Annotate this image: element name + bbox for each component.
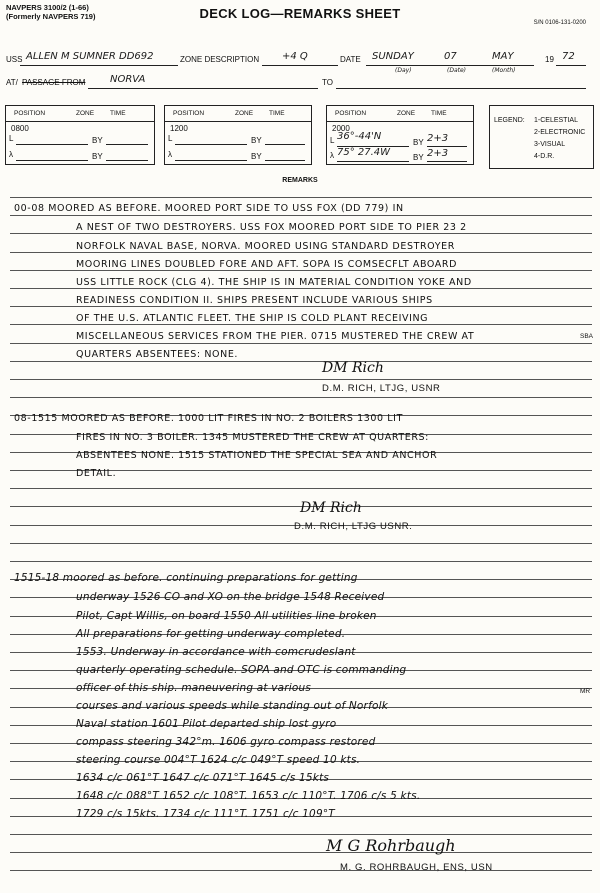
to-label: TO: [322, 78, 333, 87]
longitude-value: 75° 27.4W: [337, 147, 391, 158]
uss-label: USS: [6, 55, 23, 64]
latitude-fix-method: 2+3: [427, 133, 449, 144]
ruled-line: [10, 561, 592, 562]
entry-line: USS LITTLE ROCK (CLG 4). THE SHIP IS IN MATERIAL CONDITION YOKE AND: [76, 277, 472, 288]
signature-1: DM Rich: [322, 360, 384, 376]
entry-line: ABSENTEES NONE. 1515 STATIONED THE SPECIAL SEA AND ANCHOR: [76, 450, 438, 461]
entry-line: 1648 c/c 088°T 1652 c/c 108°T. 1653 c/c 110°T. 1706 c/s 5 kts.: [76, 790, 421, 802]
ship-name: ALLEN M SUMNER DD692: [26, 51, 154, 62]
entry-line: compass steering 342°m. 1606 gyro compass restored: [76, 736, 376, 748]
zone-description-label: ZONE DESCRIPTION: [180, 55, 260, 64]
entry-line: 1515-18 moored as before. continuing preparations for getting: [14, 572, 358, 584]
time-label: TIME: [269, 110, 285, 117]
month-value: MAY: [492, 51, 514, 62]
year-value: 72: [562, 51, 575, 62]
time-value: 0800: [11, 124, 29, 133]
zone-label: ZONE: [76, 110, 95, 117]
entry-line: MOORING LINES DOUBLED FORE AND AFT. SOPA IS COMSECFLT ABOARD: [76, 259, 458, 270]
date-value: 07: [444, 51, 457, 62]
day-caption: (Day): [395, 67, 412, 74]
entry-line: All preparations for getting underway completed.: [76, 628, 346, 640]
signer-name-1: D.M. RICH, LTJG, USNR: [322, 383, 441, 394]
ruled-line: [10, 397, 592, 398]
date-label: DATE: [340, 55, 361, 64]
entry-line: officer of this ship. maneuvering at various: [76, 682, 312, 694]
zone-label: ZONE: [235, 110, 254, 117]
ruled-line: [10, 834, 592, 835]
signer-name-2: D.M. RICH, LTJG USNR.: [294, 521, 413, 532]
legend-title: LEGEND:: [494, 117, 525, 124]
at-label: AT/: [6, 78, 18, 87]
entry-line: steering course 004°T 1624 c/c 049°T speed 10 kts.: [76, 754, 361, 766]
signature-2: DM Rich: [300, 500, 362, 516]
position-box-2000: POSITION ZONE TIME 2000 L 36°-44'N BY 2+3 λ 75° 27.4W BY 2+3: [326, 105, 474, 165]
entry-line: QUARTERS ABSENTEES: NONE.: [76, 349, 239, 360]
ruled-line: [10, 543, 592, 544]
ruled-line: [10, 233, 592, 234]
margin-initials: SBA: [580, 333, 594, 340]
entry-line: underway 1526 CO and XO on the bridge 1548 Received: [76, 591, 385, 603]
entry-line: 1729 c/s 15kts. 1734 c/c 111°T. 1751 c/c 109°T: [76, 808, 335, 820]
legend-item: 4-D.R.: [534, 153, 555, 160]
margin-initials: MR: [580, 688, 591, 695]
entry-line: MISCELLANEOUS SERVICES FROM THE PIER. 0715 MUSTERED THE CREW AT: [76, 331, 475, 342]
ruled-line: [10, 324, 592, 325]
entry-line: Naval station 1601 Pilot departed ship lost gyro: [76, 718, 337, 730]
entry-line: A NEST OF TWO DESTROYERS. USS FOX MOORED PORT SIDE TO PIER 23 2: [76, 222, 467, 233]
entry-line: NORFOLK NAVAL BASE, NORVA. MOORED USING STANDARD DESTROYER: [76, 241, 455, 252]
position-box-1200: POSITION ZONE TIME 1200 L BY λ BY: [164, 105, 312, 165]
page-title: DECK LOG—REMARKS SHEET: [199, 6, 401, 21]
ruled-line: [10, 288, 592, 289]
serial-number: S/N 0106-131-0200: [533, 20, 586, 26]
time-label: TIME: [431, 110, 447, 117]
year-prefix: 19: [545, 55, 554, 64]
ruled-line: [10, 852, 592, 853]
position-label: POSITION: [335, 110, 367, 117]
form-former-number: (Formerly NAVPERS 719): [6, 12, 96, 21]
entry-line: FIRES IN NO. 3 BOILER. 1345 MUSTERED THE CREW AT QUARTERS:: [76, 432, 429, 443]
entry-line: 1634 c/c 061°T 1647 c/c 071°T 1645 c/s 15kts: [76, 772, 330, 784]
entry-line: 1553. Underway in accordance with comcrudeslant: [76, 646, 356, 658]
position-label: POSITION: [173, 110, 205, 117]
entry-line: 00-08 MOORED AS BEFORE. MOORED PORT SIDE TO USS FOX (DD 779) IN: [14, 203, 404, 214]
passage-from-label: PASSAGE FROM: [22, 78, 86, 87]
entry-line: Pilot, Capt Willis, on board 1550 All utilities line broken: [76, 610, 377, 622]
legend-box: [489, 105, 594, 169]
longitude-fix-method: 2+3: [427, 148, 449, 159]
entry-line: OF THE U.S. ATLANTIC FLEET. THE SHIP IS COLD PLANT RECEIVING: [76, 313, 429, 324]
latitude-value: 36°-44'N: [337, 131, 382, 142]
by-label: BY: [92, 136, 103, 145]
ruled-line: [10, 306, 592, 307]
time-label: TIME: [110, 110, 126, 117]
time-value: 2000: [332, 124, 350, 133]
day-value: SUNDAY: [372, 51, 414, 62]
entry-line: 08-1515 MOORED AS BEFORE. 1000 LIT FIRES IN NO. 2 BOILERS 1300 LIT: [14, 413, 403, 424]
entry-line: quarterly operating schedule. SOPA and OTC is commanding: [76, 664, 407, 676]
ruled-line: [10, 215, 592, 216]
ruled-line: [10, 197, 592, 198]
by-label: BY: [413, 138, 424, 147]
zone-description-value: +4 Q: [282, 51, 308, 62]
month-caption: (Month): [492, 67, 516, 74]
at-value: NORVA: [110, 74, 146, 85]
ruled-line: [10, 379, 592, 380]
form-number: NAVPERS 3100/2 (1-66): [6, 3, 89, 12]
signer-name-3: M. G. ROHRBAUGH, ENS, USN: [340, 862, 493, 873]
remarks-heading: REMARKS: [282, 177, 318, 184]
entry-line: READINESS CONDITION II. SHIPS PRESENT INCLUDE VARIOUS SHIPS: [76, 295, 433, 306]
ruled-line: [10, 343, 592, 344]
zone-label: ZONE: [397, 110, 416, 117]
date-caption: (Date): [447, 67, 467, 74]
legend-item: 2-ELECTRONIC: [534, 129, 586, 136]
signature-3: M G Rohrbaugh: [326, 836, 456, 855]
entry-line: courses and various speeds while standing out of Norfolk: [76, 700, 388, 712]
entry-line: DETAIL.: [76, 468, 117, 479]
ruled-line: [10, 488, 592, 489]
position-label: POSITION: [14, 110, 46, 117]
time-value: 1200: [170, 124, 188, 133]
ruled-line: [10, 361, 592, 362]
legend-item: 3-VISUAL: [534, 141, 566, 148]
position-box-0800: POSITION ZONE TIME 0800 L BY λ BY: [5, 105, 155, 165]
by-label: BY: [251, 136, 262, 145]
ruled-line: [10, 870, 592, 871]
legend-item: 1-CELESTIAL: [534, 117, 578, 124]
